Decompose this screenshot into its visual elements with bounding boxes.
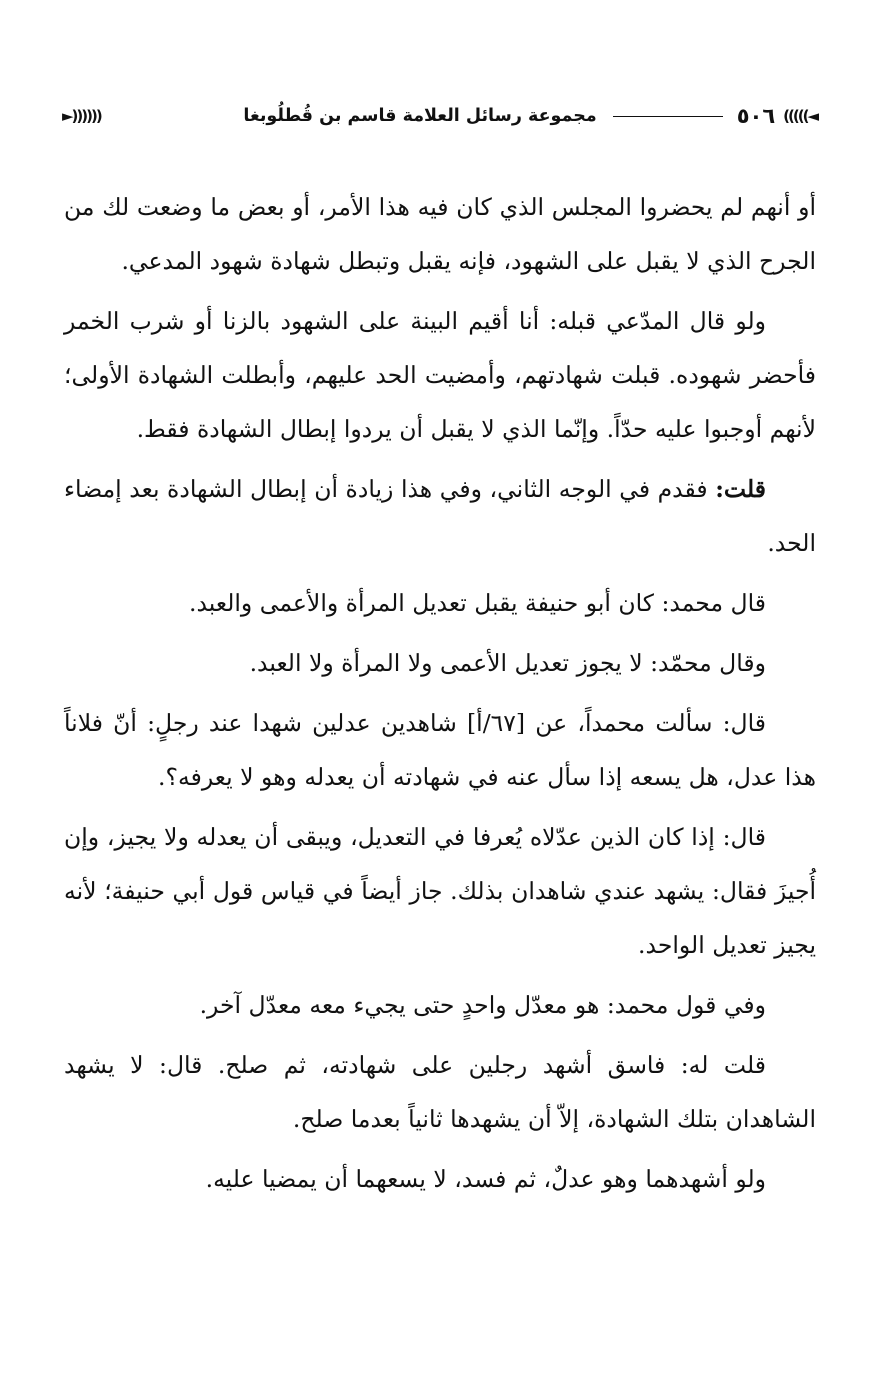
running-header <box>62 96 817 136</box>
paragraph-text: قال: سألت محمداً، عن [٦٧/أ] شاهدين عدلين شهدا عند رجلٍ: أنّ فلاناً هذا عدل، هل يسعه إذا سأل عنه في شهادته أن يعدله وهو لا يعرفه؟. <box>64 709 816 791</box>
paragraph-text: قال محمد: كان أبو حنيفة يقبل تعديل المرأة والأعمى والعبد. <box>188 589 766 617</box>
header-ornament-left: ((((((► <box>62 106 101 125</box>
paragraph-text: وفي قول محمد: هو معدّل واحدٍ حتى يجيء معه معدّل آخر. <box>199 991 766 1019</box>
paragraph-8 <box>64 978 816 1032</box>
paragraph-text: قال: إذا كان الذين عدّلاه يُعرفا في التعديل، ويبقى أن يعدله ولا يجيز، وإن أُجيزَ فقال: يشهد عندي شاهدان بذلك. جاز أيضاً في قياس قول أبي حنيفة؛ لأنه يجيز تعديل الواحد. <box>64 823 816 959</box>
paragraph-text: ولو قال المدّعي قبله: أنا أقيم البينة على الشهود بالزنا أو شرب الخمر فأحضر شهوده. قبلت شهادتهم، وأمضيت الحد عليهم، وأبطلت الشهادة الأولى؛ لأنهم أوجبوا عليه حدّاً. وإنّما الذي لا يقبل أن يردوا إبطال الشهادة فقط. <box>64 307 816 443</box>
paragraph-lead: قلت: <box>715 475 766 503</box>
paragraph-4 <box>64 576 816 630</box>
header-rule <box>613 116 723 117</box>
paragraph-text: فقدم في الوجه الثاني، وفي هذا زيادة أن إبطال الشهادة بعد إمضاء الحد. <box>64 475 816 557</box>
paragraph-text: ولو أشهدهما وهو عدلٌ، ثم فسد، لا يسعهما أن يمضيا عليه. <box>205 1165 766 1193</box>
paragraph-9 <box>64 1038 816 1146</box>
book-title: مجموعة رسائل العلامة قاسم بن قُطلُوبغا <box>243 106 597 126</box>
paragraph-10 <box>64 1152 816 1206</box>
paragraph-6 <box>64 696 816 804</box>
header-ornament-right: ◄))))) <box>783 106 817 125</box>
paragraph-1 <box>64 180 816 288</box>
paragraph-3 <box>64 462 816 570</box>
paragraph-2 <box>64 294 816 456</box>
body-text <box>64 180 816 1212</box>
paragraph-text: أو أنهم لم يحضروا المجلس الذي كان فيه هذا الأمر، أو بعض ما وضعت لك من الجرح الذي لا يقبل على الشهود، فإنه يقبل وتبطل شهادة شهود المدعي. <box>64 193 816 275</box>
paragraph-5 <box>64 636 816 690</box>
paragraph-text: قلت له: فاسق أشهد رجلين على شهادته، ثم صلح. قال: لا يشهد الشاهدان بتلك الشهادة، إلاّ أن يشهدها ثانياً بعدما صلح. <box>64 1051 816 1133</box>
page-number: ٥٠٦ <box>736 104 776 128</box>
paragraph-text: وقال محمّد: لا يجوز تعديل الأعمى ولا المرأة ولا العبد. <box>249 649 766 677</box>
paragraph-7 <box>64 810 816 972</box>
